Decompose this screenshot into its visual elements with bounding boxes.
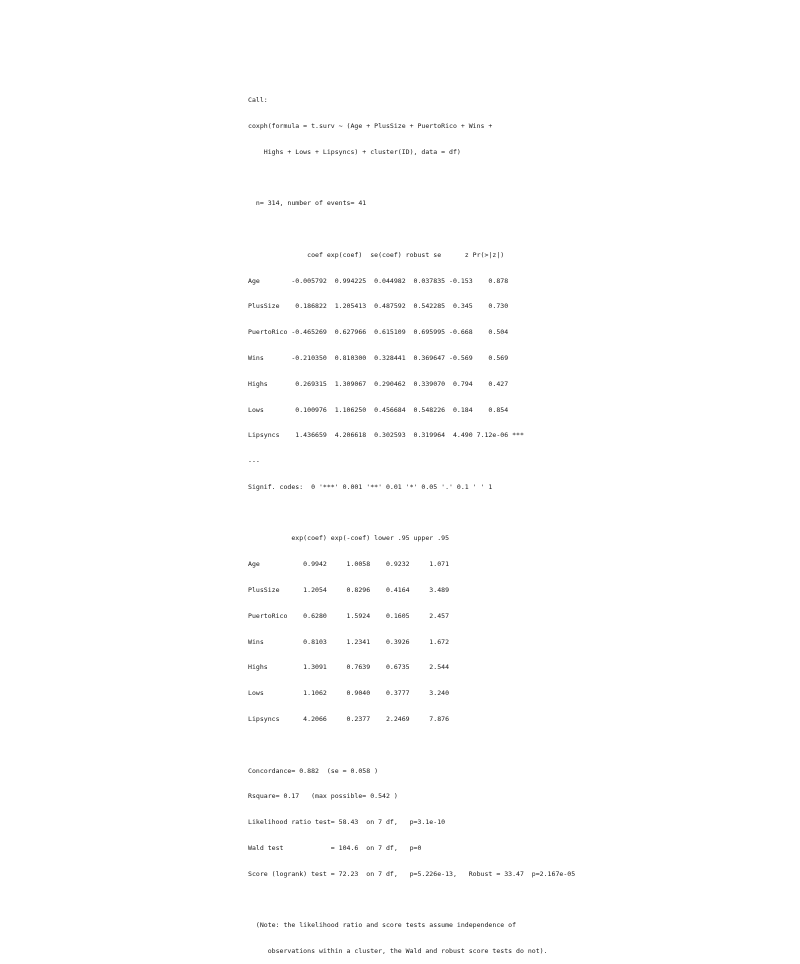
r-console-output — [248, 79, 575, 964]
n-events-summary: n= 314, number of events= 41 — [248, 199, 367, 208]
ci-table-row: Wins 0.8103 1.2341 0.3926 1.672 — [248, 637, 450, 646]
coef-table-row: Age -0.005792 0.994225 0.044982 0.037835 -0.153 0.878 — [248, 276, 524, 285]
blank-line — [248, 225, 575, 234]
note-line-2: observations within a cluster, the Wald and robust score tests do not). — [248, 946, 548, 955]
concordance-line: Concordance= 0.882 (se = 0.058 ) — [248, 766, 379, 775]
call-formula-line-2: Highs + Lows + Lipsyncs) + cluster(ID), data = df) — [248, 147, 461, 156]
rsquare-line: Rsquare= 0.17 (max possible= 0.542 ) — [248, 792, 398, 801]
score-logrank-test: Score (logrank) test = 72.23 on 7 df, p=5.226e-13, Robust = 33.47 p=2.167e-05 — [248, 869, 576, 878]
ci-table-row: Lipsyncs 4.2066 0.2377 2.2469 7.876 — [248, 714, 450, 723]
blank-line — [248, 741, 575, 750]
ci-table-row: PuertoRico 0.6280 1.5924 0.1605 2.457 — [248, 611, 450, 620]
ci-table-header: exp(coef) exp(-coef) lower .95 upper .95 — [248, 534, 450, 543]
coef-table-row: PlusSize 0.186822 1.205413 0.487592 0.542285 0.345 0.730 — [248, 302, 524, 311]
ci-table-row: PlusSize 1.2054 0.8296 0.4164 3.489 — [248, 586, 450, 595]
ci-table-row: Lows 1.1062 0.9040 0.3777 3.240 — [248, 689, 450, 698]
signif-codes: Signif. codes: 0 '***' 0.001 '**' 0.01 '*' 0.05 '.' 0.1 ' ' 1 — [248, 482, 493, 491]
note-line-1: (Note: the likelihood ratio and score tests assume independence of — [248, 921, 517, 930]
blank-line — [248, 174, 575, 183]
likelihood-ratio-test: Likelihood ratio test= 58.43 on 7 df, p=3.1e-10 — [248, 818, 446, 827]
coef-table-row: Wins -0.210350 0.810300 0.328441 0.369647 -0.569 0.569 — [248, 354, 524, 362]
call-formula-line-1: coxph(formula = t.surv ~ (Age + PlusSize + PuertoRico + Wins + — [248, 121, 493, 130]
coef-table-row: Lipsyncs 1.436659 4.206618 0.302593 0.319964 4.490 7.12e-06 *** — [248, 431, 524, 440]
blank-line — [248, 895, 575, 904]
separator-line: --- — [248, 457, 260, 466]
ci-table-row: Age 0.9942 1.0058 0.9232 1.071 — [248, 560, 450, 569]
call-header: Call: — [248, 96, 268, 105]
blank-line — [248, 509, 575, 518]
coef-table-header: coef exp(coef) se(coef) robust se z Pr(>|z|) — [248, 250, 520, 259]
coef-table-row: PuertoRico -0.465269 0.627966 0.615109 0.695995 -0.668 0.504 — [248, 328, 524, 337]
ci-table-row: Highs 1.3091 0.7639 0.6735 2.544 — [248, 663, 450, 672]
coef-table-row: Lows 0.100976 1.106250 0.456684 0.548226 0.184 0.854 — [248, 405, 524, 414]
coef-table-row: Highs 0.269315 1.309067 0.290462 0.339070 0.794 0.427 — [248, 379, 524, 388]
wald-test: Wald test = 104.6 on 7 df, p=0 — [248, 843, 422, 852]
